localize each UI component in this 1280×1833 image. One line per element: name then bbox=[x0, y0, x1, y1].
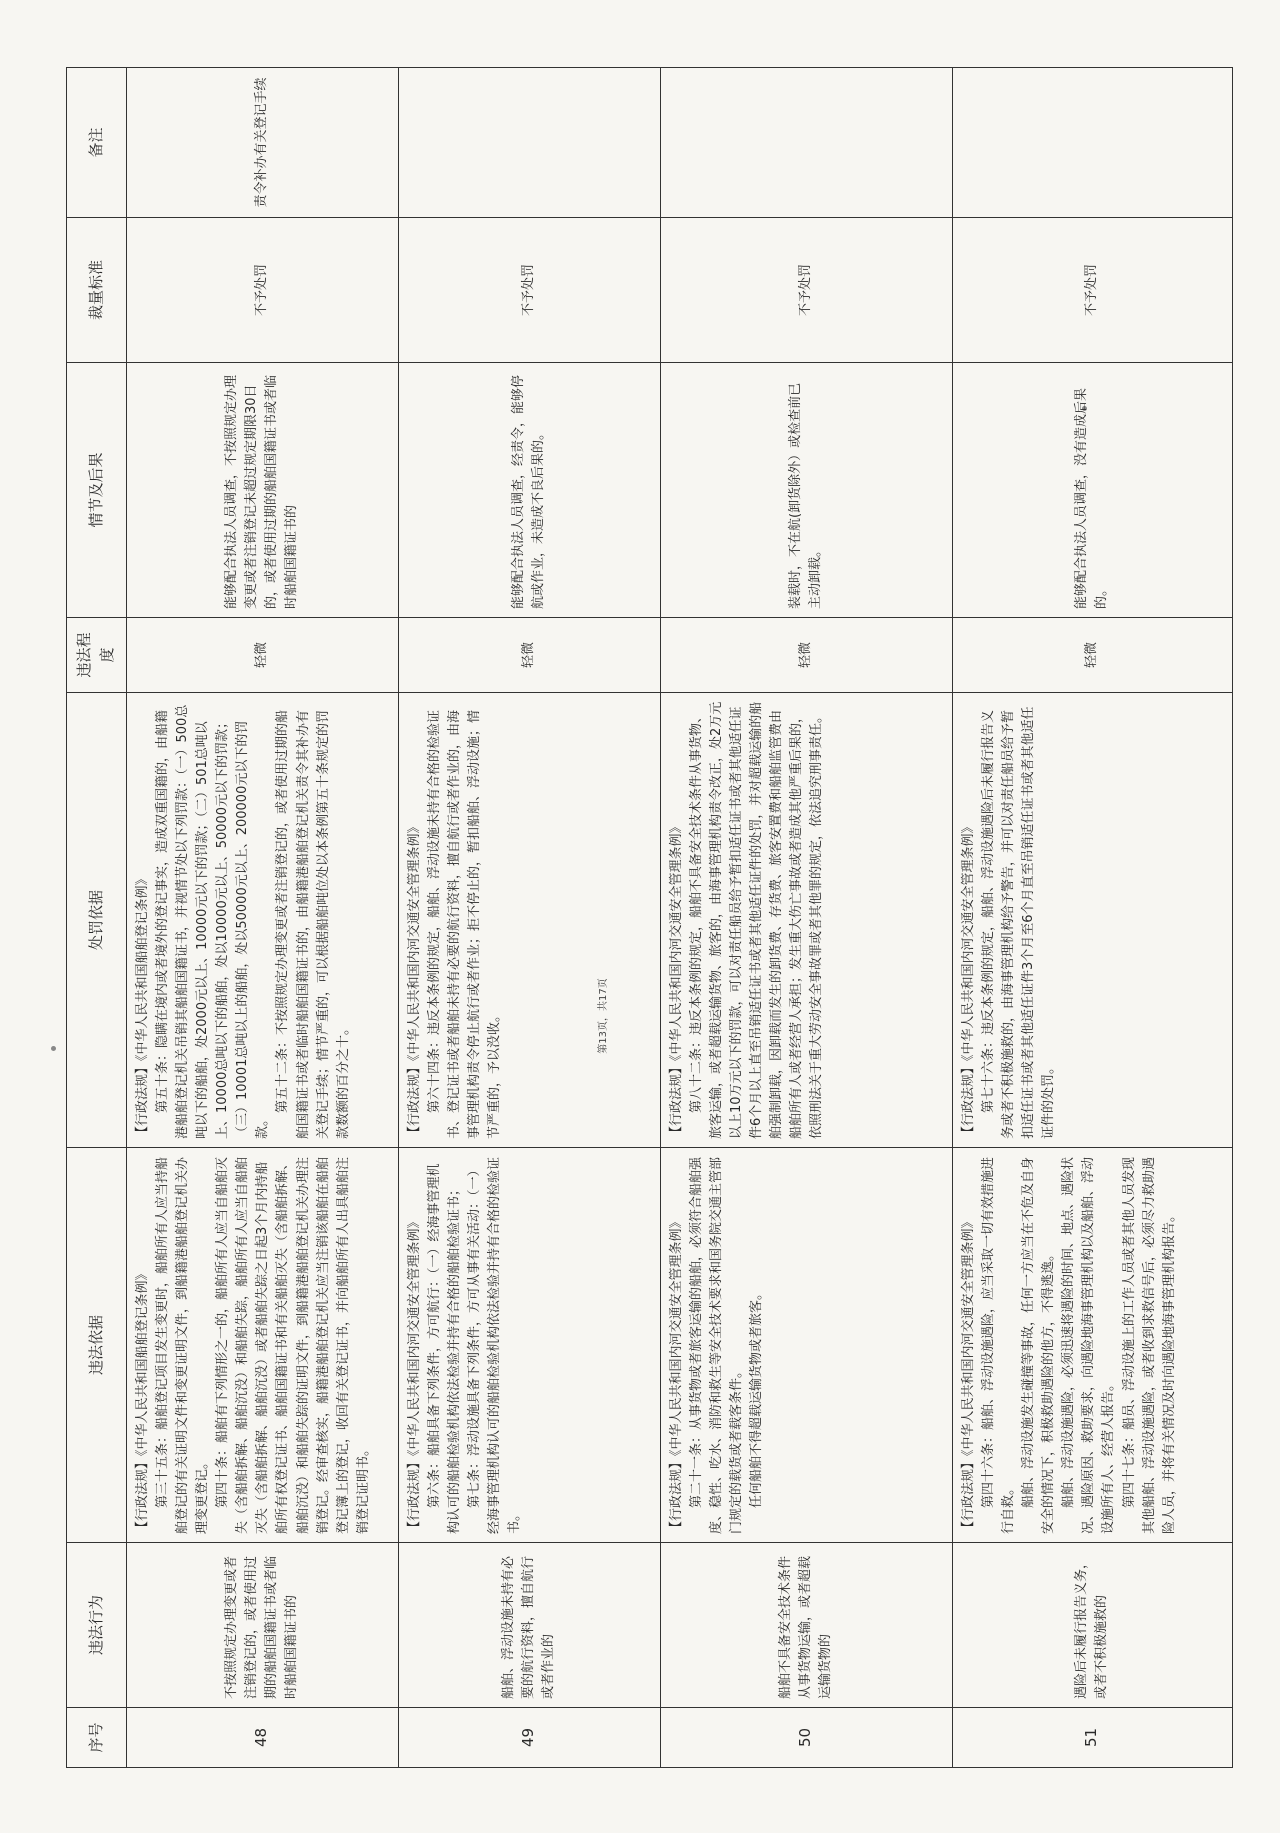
cell-basis-paragraph: 第六条：船舶具备下列条件，方可航行：（一）经海事管理机构认可的船舶检验机构依法检验并持有合格的船舶检验证书； bbox=[426, 1163, 462, 1534]
cell-basis-paragraph: 第四十条：船舶有下列情形之一的，船舶所有人应当自船舶灭失（含船舶拆解、船舶沉没）和船舶失踪，船舶所有人应当自船舶灭失（含船舶拆解、船舶沉没）或者船舶失踪之日起3个月内持船舶所有权登记证书、船舶国籍证书和有关船舶灭失（含船舶拆解、船舶沉没）和船舶失踪的证明文件，到船籍港船舶登记机关办理注销登记。经审查核实，船籍港船舶登记机关应当注销该船舶在船舶登记簿上的登记，收回有关登记证书，并向船舶所有人出具船舶注销登记证明书。 bbox=[215, 1156, 372, 1534]
cell-basis bbox=[952, 1148, 1232, 1543]
cell-penalty-paragraph: 第八十二条：违反本条例的规定，船舶不具备安全技术条件从事货物、旅客运输，或者超载运输货物、旅客的，由海事管理机构责令改正，处2万元以上10万元以下的罚款，可以对责任船员给予暂扣适任证书或者其他适任证件6个月以上直至吊销适任证书或者其他适任证件的处罚，并对超载运输的船舶强制卸载，因卸载而发生的卸货费、存货费、旅客安置费和船舶监管费由船舶所有人或者经营人承担；发生重大伤亡事故或者造成其他严重后果的，依照刑法关于重大劳动安全事故罪或者其他罪的规定，依法追究刑事责任。 bbox=[688, 701, 825, 1139]
cell-penalty bbox=[126, 693, 398, 1148]
cell-degree: 轻微 bbox=[952, 618, 1232, 693]
cell-seq: 51 bbox=[952, 1708, 1232, 1768]
cell-degree: 轻微 bbox=[660, 618, 952, 693]
cell-basis-paragraph: 【行政法规】《中华人民共和国内河交通安全管理条例》 bbox=[960, 1215, 976, 1534]
header-basis: 违法依据 bbox=[67, 1148, 127, 1543]
cell-penalty-paragraph: 【行政法规】《中华人民共和国内河交通安全管理条例》 bbox=[406, 820, 422, 1139]
table-row bbox=[126, 68, 398, 1768]
cell-basis-paragraph: 任何船舶不得超载运输货物或者旅客。 bbox=[749, 1286, 765, 1508]
cell-penalty-paragraph: 【行政法规】《中华人民共和国内河交通安全管理条例》 bbox=[668, 820, 684, 1139]
cell-remark: 责令补办有关登记手续 bbox=[126, 68, 398, 218]
cell-penalty-paragraph: 【行政法规】《中华人民共和国船舶登记条例》 bbox=[134, 872, 150, 1139]
cell-penalty bbox=[660, 693, 952, 1148]
table-header-row bbox=[67, 68, 127, 1768]
header-remark: 备注 bbox=[67, 68, 127, 218]
cell-remark bbox=[398, 68, 660, 218]
cell-circumstance: 能够配合执法人员调查，没有造成后果的。 bbox=[952, 363, 1232, 618]
cell-basis-paragraph: 第四十七条：船员、浮动设施上的工作人员或者其他人员发现其他船舶、浮动设施遇险，或者收到求救信号后，必须尽力救助遇险人员，并将有关情况及时向遇险地海事管理机构报告。 bbox=[1121, 1156, 1177, 1534]
cell-circumstance: 能够配合执法人员调查，不按照规定办理变更或者注销登记未超过规定期限30日的，或者使用过期的船舶国籍证书或者临时船舶国籍证书的 bbox=[126, 363, 398, 618]
cell-remark bbox=[660, 68, 952, 218]
cell-circumstance: 装载时，不在航(卸货除外）或检查前已主动卸载。 bbox=[660, 363, 952, 618]
cell-basis-paragraph: 第三十五条：船舶登记项目发生变更时，船舶所有人应当持船舶登记的有关证明文件和变更证明文件，到船籍港船舶登记机关办理变更登记。 bbox=[154, 1156, 210, 1534]
table-row bbox=[660, 68, 952, 1768]
cell-penalty-paragraph: 【行政法规】《中华人民共和国内河交通安全管理条例》 bbox=[960, 820, 976, 1139]
header-circumstance: 情节及后果 bbox=[67, 363, 127, 618]
scan-speck bbox=[51, 1046, 56, 1051]
cell-behavior: 不按照规定办理变更或者注销登记的，或者使用过期的船舶国籍证书或者临时船舶国籍证书的 bbox=[126, 1543, 398, 1708]
cell-seq: 49 bbox=[398, 1708, 660, 1768]
header-standard: 裁量标准 bbox=[67, 218, 127, 363]
cell-penalty-paragraph: 第五十二条：不按照规定办理变更或者注销登记的，或者使用过期的船舶国籍证书或者临时船舶国籍证书的，由船籍港船舶登记机关责令其补办有关登记手续；情节严重的，可以根据船舶吨位处以本条例第五十条规定的罚款数额的百分之十。 bbox=[275, 709, 351, 1139]
table-row bbox=[398, 68, 660, 1768]
cell-basis-paragraph: 船舶、浮动设施发生碰撞等事故，任何一方应当在不危及自身安全的情况下，积极救助遇险的他方，不得逃逸。 bbox=[1020, 1156, 1057, 1534]
cell-circumstance: 能够配合执法人员调查，经责令，能够停航或作业，未造成不良后果的。 bbox=[398, 363, 660, 618]
header-degree: 违法程度 bbox=[67, 618, 127, 693]
cell-basis-paragraph: 第四十六条：船舶、浮动设施遇险，应当采取一切有效措施进行自救。 bbox=[980, 1156, 1016, 1534]
cell-basis-paragraph: 【行政法规】《中华人民共和国船舶登记条例》 bbox=[134, 1267, 150, 1534]
cell-standard: 不予处罚 bbox=[398, 218, 660, 363]
cell-penalty-paragraph: 第六十四条：违反本条例的规定，船舶、浮动设施未持有合格的检验证书、登记证书或者船舶未持有必要的航行资料，擅自航行或者作业的，由海事管理机构责令停止航行或者作业；拒不停止的，暂扣船舶、浮动设施；情节严重的，予以没收。 bbox=[426, 709, 503, 1139]
cell-degree: 轻微 bbox=[398, 618, 660, 693]
cell-standard: 不予处罚 bbox=[126, 218, 398, 363]
cell-penalty-paragraph: 第五十条：隐瞒在境内或者境外的登记事实，造成双重国籍的，由船籍港船舶登记机关吊销其船舶国籍证书，并视情节处以下列罚款：（一）500总吨以下的船舶，处2000元以上、10000元以下的罚款；（二）501总吨以上、10000总吨以下的船舶，处以10000元以上、50000元以下的罚款；（三）10001总吨以上的船舶，处以50000元以上、200000元以下的罚款。 bbox=[154, 704, 271, 1139]
cell-basis bbox=[126, 1148, 398, 1543]
cell-basis-paragraph: 【行政法规】《中华人民共和国内河交通安全管理条例》 bbox=[668, 1215, 684, 1534]
cell-seq: 50 bbox=[660, 1708, 952, 1768]
cell-degree: 轻微 bbox=[126, 618, 398, 693]
cell-penalty-paragraph: 第七十六条：违反本条例的规定，船舶、浮动设施遇险后未履行报告义务或者不积极施救的，由海事管理机构给予警告，并可以对责任船员给予暂扣适任证书或者其他适任证件3个月至6个月直至吊销适任证书或者其他适任证件的处罚。 bbox=[980, 706, 1057, 1139]
header-penalty: 处罚依据 bbox=[67, 693, 127, 1148]
table-row bbox=[952, 68, 1232, 1768]
cell-behavior: 船舶不具备安全技术条件从事货物运输，或者超载运输货物的 bbox=[660, 1543, 952, 1708]
page-footer: 第13页，共17页 bbox=[598, 978, 609, 1054]
cell-standard: 不予处罚 bbox=[660, 218, 952, 363]
cell-basis-paragraph: 船舶、浮动设施遇险，必须迅速将遇险的时间、地点、遇险状况、遇险原因、救助要求，向遇险地海事管理机构以及船舶、浮动设施所有人、经营人报告。 bbox=[1061, 1156, 1117, 1534]
cell-seq: 48 bbox=[126, 1708, 398, 1768]
cell-basis bbox=[660, 1148, 952, 1543]
cell-behavior: 船舶、浮动设施未持有必要的航行资料，擅自航行或者作业的 bbox=[398, 1543, 660, 1708]
header-behavior: 违法行为 bbox=[67, 1543, 127, 1708]
cell-behavior: 遇险后未履行报告义务，或者不积极施救的 bbox=[952, 1543, 1232, 1708]
cell-penalty bbox=[952, 693, 1232, 1148]
cell-remark bbox=[952, 68, 1232, 218]
cell-basis bbox=[398, 1148, 660, 1543]
penalty-standard-table bbox=[66, 67, 1233, 1768]
cell-basis-paragraph: 第七条：浮动设施具备下列条件，方可从事有关活动：（一）经海事管理机构认可的船舶检验机构依法检验并持有合格的检验证书。 bbox=[466, 1156, 523, 1534]
header-seq: 序号 bbox=[67, 1708, 127, 1768]
cell-penalty bbox=[398, 693, 660, 1148]
cell-standard: 不予处罚 bbox=[952, 218, 1232, 363]
cell-basis-paragraph: 第二十一条：从事货物或者旅客运输的船舶，必须符合船舶强度、稳性、吃水、消防和救生等安全技术要求和国务院交通主管部门规定的载货或者载客条件。 bbox=[688, 1156, 744, 1534]
cell-basis-paragraph: 【行政法规】《中华人民共和国内河交通安全管理条例》 bbox=[406, 1215, 422, 1534]
rotated-table-wrapper bbox=[66, 68, 1216, 1768]
